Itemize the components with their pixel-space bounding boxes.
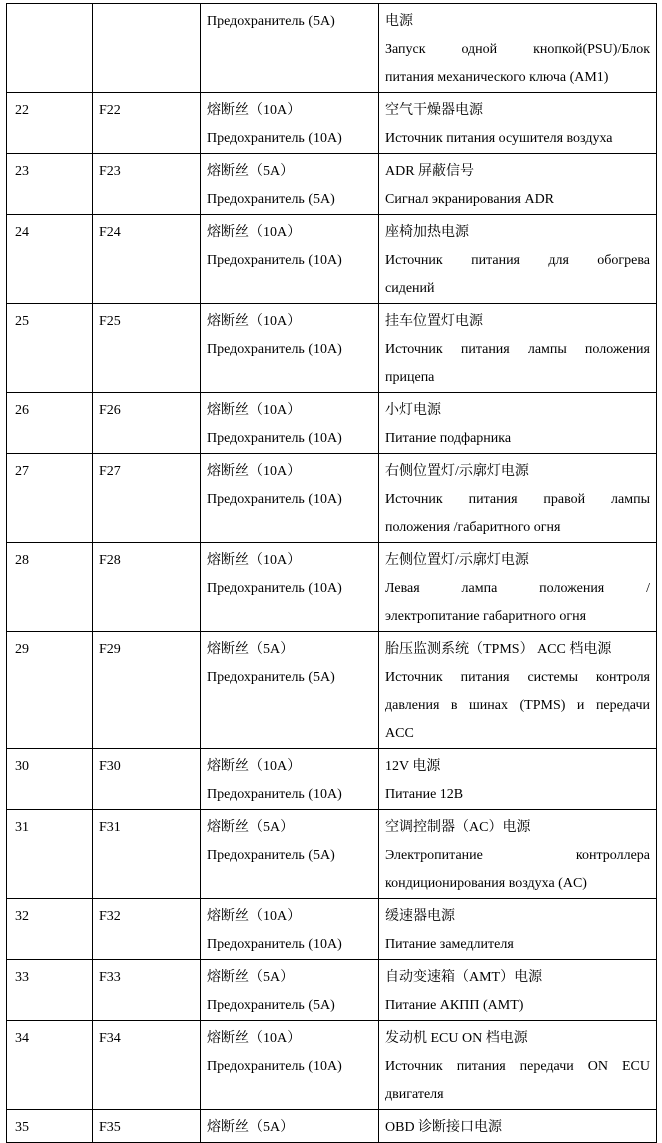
circuit-description-cell [379,454,657,543]
table-row [7,960,657,1021]
circuit-description-line: 座椅加热电源 [385,225,469,240]
circuit-description-line: кондиционирования воздуха (AC) [385,876,587,891]
circuit-description-line: давления в шинах (TPMS) и передачи [385,698,650,713]
fuse-rating-line: Предохранитель (10A) [207,787,342,802]
fuse-rating-line: 熔断丝（5A） [207,970,295,985]
circuit-description-line: Питание подфарника [385,431,512,446]
row-number: 35 [7,1110,93,1143]
circuit-description-line: Источник питания правой лампы [385,492,650,507]
fuse-rating-line: 熔断丝（5A） [207,820,295,835]
table-row [7,1021,657,1110]
circuit-description-line: Левая лампа положения / [385,581,650,596]
circuit-description-line: OBD 诊断接口电源 [385,1120,503,1135]
row-number: 32 [7,899,93,960]
circuit-description-line: Источник питания для обогрева [385,253,650,268]
fuse-code: F33 [93,960,201,1021]
circuit-description-line: Электропитание контроллера [385,848,650,863]
fuse-rating-cell [201,454,379,543]
fuse-rating-line: 熔断丝（10A） [207,759,302,774]
circuit-description-line: положения /габаритного огня [385,520,561,535]
fuse-rating-cell [201,749,379,810]
fuse-rating-cell [201,1021,379,1110]
fuse-rating-line: 熔断丝（10A） [207,225,302,240]
circuit-description-line: 自动变速箱（AMT）电源 [385,970,543,985]
circuit-description-line: Запуск одной кнопкой(PSU)/Блок [385,42,650,57]
document-page [6,3,656,1143]
fuse-rating-line: 熔断丝（10A） [207,1031,302,1046]
fuse-rating-line: Предохранитель (10A) [207,581,342,596]
row-number: 28 [7,543,93,632]
circuit-description-cell [379,632,657,749]
fuse-code: F27 [93,454,201,543]
circuit-description-line: 挂车位置灯电源 [385,314,483,329]
fuse-rating-cell [201,304,379,393]
fuse-rating-line: 熔断丝（10A） [207,314,302,329]
fuse-rating-cell [201,899,379,960]
fuse-rating-line: Предохранитель (5A) [207,14,335,29]
circuit-description-cell [379,1110,657,1143]
table-row [7,215,657,304]
row-number: 24 [7,215,93,304]
circuit-description-line: 胎压监测系统（TPMS） ACC 档电源 [385,642,612,657]
fuse-code: F34 [93,1021,201,1110]
table-row [7,749,657,810]
fuse-code: F23 [93,154,201,215]
fuse-table-body [7,4,657,1143]
fuse-rating-cell [201,632,379,749]
table-row [7,93,657,154]
circuit-description-line: Источник питания системы контроля [385,670,650,685]
circuit-description-line: питания механического ключа (AM1) [385,70,609,85]
circuit-description-cell [379,543,657,632]
circuit-description-cell [379,1021,657,1110]
circuit-description-cell [379,899,657,960]
row-number: 25 [7,304,93,393]
fuse-rating-line: Предохранитель (10A) [207,131,342,146]
circuit-description-line: Источник питания осушителя воздуха [385,131,613,146]
fuse-rating-cell [201,810,379,899]
fuse-rating-cell [201,4,379,93]
circuit-description-line: 右侧位置灯/示廓灯电源 [385,464,529,479]
table-row [7,810,657,899]
fuse-code: F22 [93,93,201,154]
circuit-description-line: двигателя [385,1087,444,1102]
fuse-code: F28 [93,543,201,632]
circuit-description-line: электропитание габаритного огня [385,609,587,624]
table-row [7,393,657,454]
circuit-description-cell [379,154,657,215]
circuit-description-cell [379,304,657,393]
circuit-description-line: ACC [385,726,414,741]
row-number: 31 [7,810,93,899]
table-row [7,154,657,215]
circuit-description-line: ADR 屏蔽信号 [385,164,475,179]
circuit-description-cell [379,810,657,899]
table-row [7,899,657,960]
fuse-rating-line: Предохранитель (5A) [207,192,335,207]
fuse-rating-line: Предохранитель (10A) [207,937,342,952]
table-row [7,1110,657,1143]
circuit-description-line: 小灯电源 [385,403,441,418]
fuse-code: F31 [93,810,201,899]
row-number: 34 [7,1021,93,1110]
circuit-description-line: Источник питания лампы положения [385,342,650,357]
circuit-description-line: 12V 电源 [385,759,441,774]
row-number: 26 [7,393,93,454]
fuse-rating-line: 熔断丝（10A） [207,909,302,924]
fuse-rating-line: 熔断丝（10A） [207,403,302,418]
row-number: 30 [7,749,93,810]
row-number: 22 [7,93,93,154]
circuit-description-line: 发动机 ECU ON 档电源 [385,1031,528,1046]
fuse-rating-line: Предохранитель (10A) [207,253,342,268]
fuse-code: F30 [93,749,201,810]
circuit-description-line: Питание АКПП (AMT) [385,998,524,1013]
table-row [7,632,657,749]
fuse-code: F24 [93,215,201,304]
table-row [7,543,657,632]
circuit-description-line: 电源 [385,14,413,29]
fuse-rating-line: Предохранитель (10A) [207,342,342,357]
row-number: 29 [7,632,93,749]
circuit-description-line: Питание 12В [385,787,464,802]
fuse-rating-line: 熔断丝（10A） [207,103,302,118]
fuse-rating-line: 熔断丝（10A） [207,553,302,568]
table-row [7,454,657,543]
fuse-code: F35 [93,1110,201,1143]
fuse-rating-cell [201,960,379,1021]
circuit-description-cell [379,93,657,154]
circuit-description-cell [379,393,657,454]
row-number: 27 [7,454,93,543]
fuse-code: F32 [93,899,201,960]
circuit-description-line: сидений [385,281,435,296]
fuse-rating-line: Предохранитель (10A) [207,431,342,446]
fuse-rating-line: 熔断丝（5A） [207,1120,295,1135]
table-row [7,304,657,393]
fuse-rating-line: 熔断丝（5A） [207,642,295,657]
fuse-rating-line: 熔断丝（10A） [207,464,302,479]
fuse-rating-line: Предохранитель (5A) [207,670,335,685]
fuse-rating-line: Предохранитель (10A) [207,492,342,507]
table-row [7,4,657,93]
fuse-rating-cell [201,93,379,154]
circuit-description-cell [379,4,657,93]
circuit-description-line: прицепа [385,370,435,385]
circuit-description-cell [379,749,657,810]
fuse-rating-cell [201,1110,379,1143]
fuse-code: F25 [93,304,201,393]
fuse-rating-cell [201,215,379,304]
circuit-description-line: 左侧位置灯/示廓灯电源 [385,553,529,568]
circuit-description-cell [379,960,657,1021]
circuit-description-line: Источник питания передачи ON ECU [385,1059,650,1074]
fuse-rating-cell [201,393,379,454]
fuse-rating-line: Предохранитель (10A) [207,1059,342,1074]
row-number: 23 [7,154,93,215]
circuit-description-line: Питание замедлителя [385,937,514,952]
fuse-rating-cell [201,543,379,632]
circuit-description-line: Сигнал экранирования ADR [385,192,555,207]
circuit-description-line: 空调控制器（AC）电源 [385,820,531,835]
circuit-description-cell [379,215,657,304]
fuse-rating-line: Предохранитель (5A) [207,998,335,1013]
fuse-code [93,4,201,93]
row-number [7,4,93,93]
fuse-rating-line: Предохранитель (5A) [207,848,335,863]
fuse-rating-cell [201,154,379,215]
circuit-description-line: 缓速器电源 [385,909,455,924]
fuse-rating-line: 熔断丝（5A） [207,164,295,179]
circuit-description-line: 空气干燥器电源 [385,103,483,118]
fuse-code: F29 [93,632,201,749]
row-number: 33 [7,960,93,1021]
fuse-table [6,3,657,1143]
fuse-code: F26 [93,393,201,454]
